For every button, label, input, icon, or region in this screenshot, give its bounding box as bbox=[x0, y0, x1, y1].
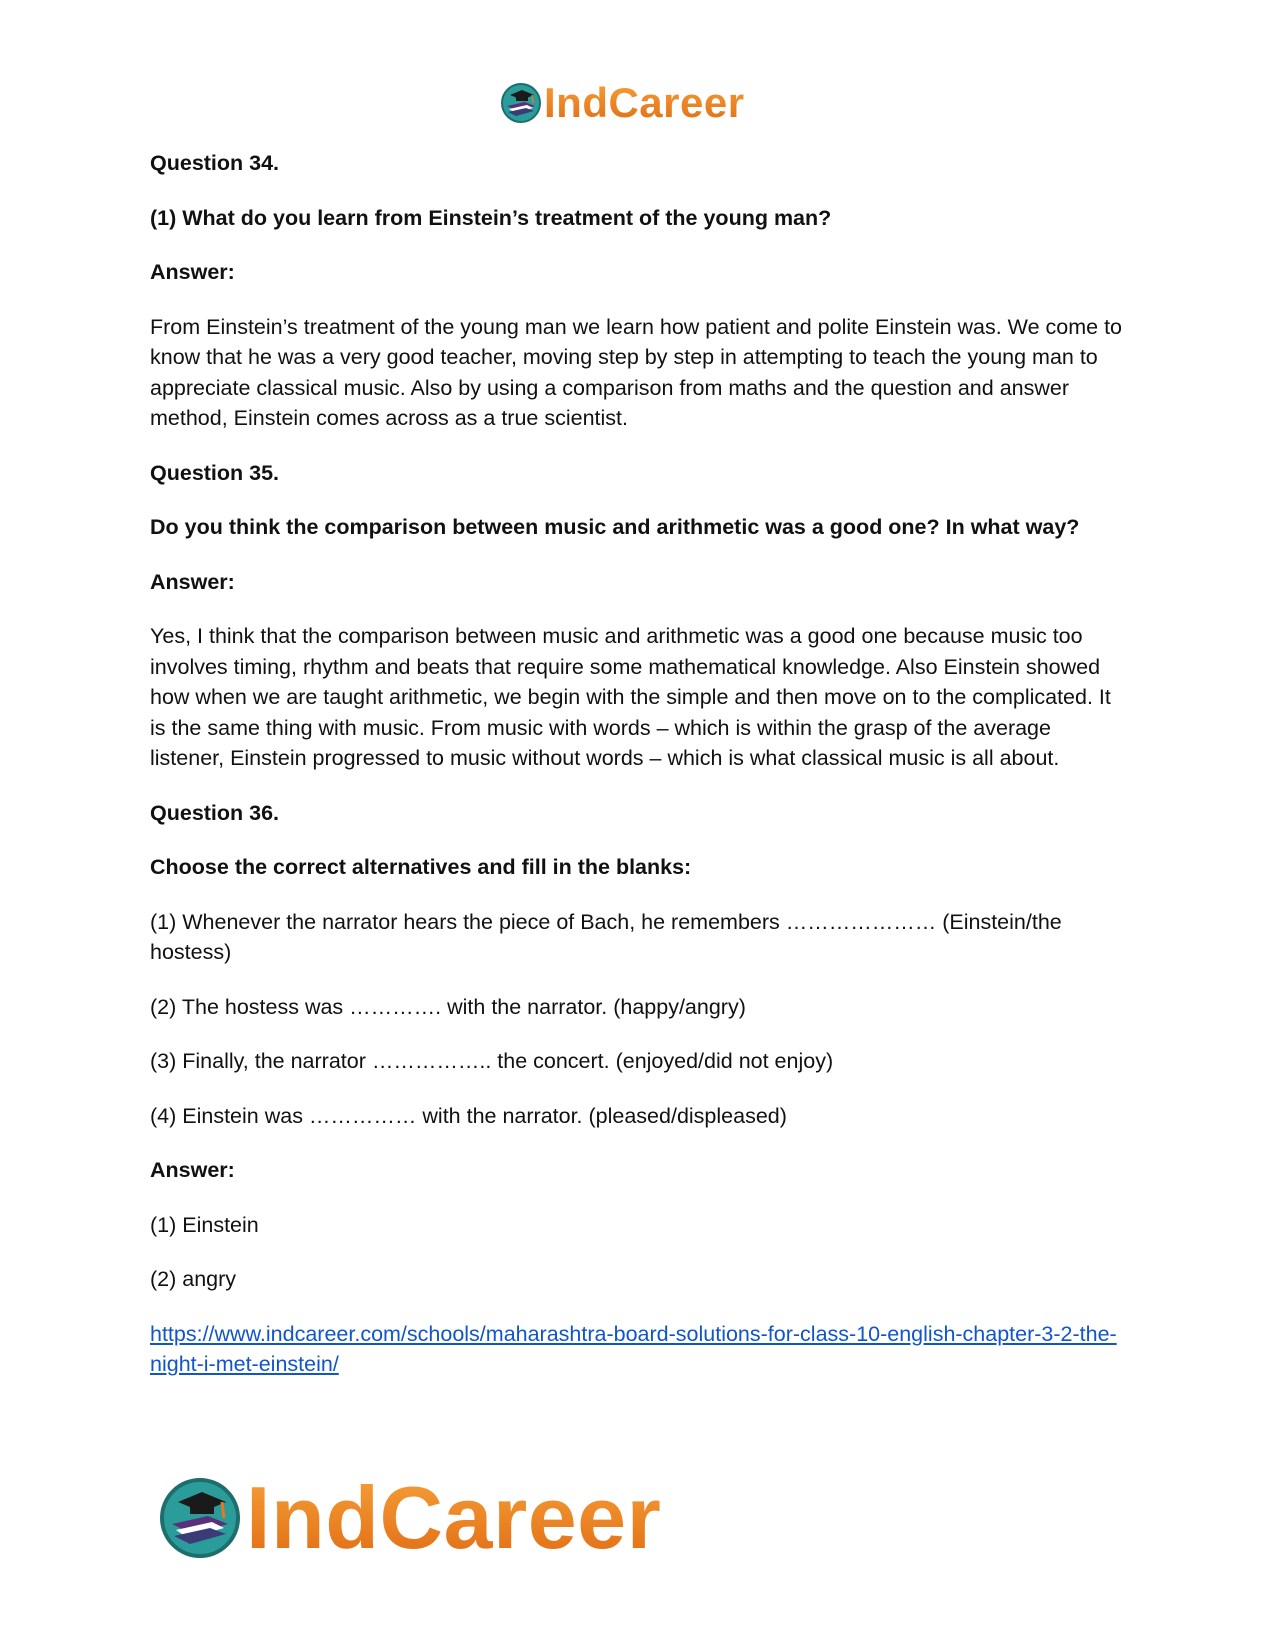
answer-label: Answer: bbox=[150, 569, 235, 594]
fill-blank-item: (2) The hostess was …………. with the narrator. (happy/angry) bbox=[150, 994, 746, 1019]
answer-label: Answer: bbox=[150, 260, 235, 284]
indcareer-logo-header bbox=[500, 78, 745, 128]
source-link[interactable]: https://www.indcareer.com/schools/maharashtra-board-solutions-for-class-10-english-chapter-3-2-the-night-i-met-einstein/ bbox=[150, 1321, 1117, 1376]
fill-blank-item: (3) Finally, the narrator …………….. the concert. (enjoyed/did not enjoy) bbox=[150, 1049, 834, 1073]
question-36-heading: Question 36. bbox=[150, 800, 280, 825]
question-35-text: Do you think the comparison between music and arithmetic was a good one? In what way? bbox=[150, 515, 1080, 539]
graduation-cap-books-icon bbox=[500, 82, 542, 124]
fill-blank-item: (1) Whenever the narrator hears the piece of Bach, he remembers ………………… (Einstein/the hostess) bbox=[150, 909, 1062, 964]
question-34-text: (1) What do you learn from Einstein’s treatment of the young man? bbox=[150, 205, 832, 230]
logo-wordmark: IndCareer bbox=[544, 79, 745, 126]
question-35-heading: Question 35. bbox=[150, 460, 280, 485]
answer-34-text: From Einstein’s treatment of the young man we learn how patient and polite Einstein was. We come to know that he was a very good teacher, moving step by step in attempting to teach the young man to appreciate classical music. Also by using a comparison from maths and the question and answer method, Einstein comes across as a true scientist. bbox=[150, 314, 1122, 430]
answer-item: (2) angry bbox=[150, 1267, 237, 1291]
question-36-text: Choose the correct alternatives and fill in the blanks: bbox=[150, 855, 692, 879]
answer-label: Answer: bbox=[150, 1158, 235, 1182]
answer-35-text: Yes, I think that the comparison between music and arithmetic was a good one because music too involves timing, rhythm and beats that require some mathematical knowledge. Also Einstein showed how when we are taught arithmetic, we begin with the simple and then move on to the complicated. It is the same thing with music. From music with words – which is within the grasp of the average listener, Einstein progressed to music without words – which is what classical music is all about. bbox=[150, 624, 1111, 770]
fill-blank-item: (4) Einstein was …………… with the narrator. (pleased/displeased) bbox=[150, 1103, 787, 1128]
logo-wordmark: IndCareer bbox=[246, 1468, 662, 1567]
indcareer-logo-footer bbox=[158, 1468, 661, 1568]
document-content bbox=[150, 148, 1130, 1404]
source-link-paragraph bbox=[150, 1319, 1130, 1380]
answer-item: (1) Einstein bbox=[150, 1212, 259, 1237]
graduation-cap-books-icon bbox=[158, 1476, 242, 1560]
question-34-heading: Question 34. bbox=[150, 151, 280, 175]
